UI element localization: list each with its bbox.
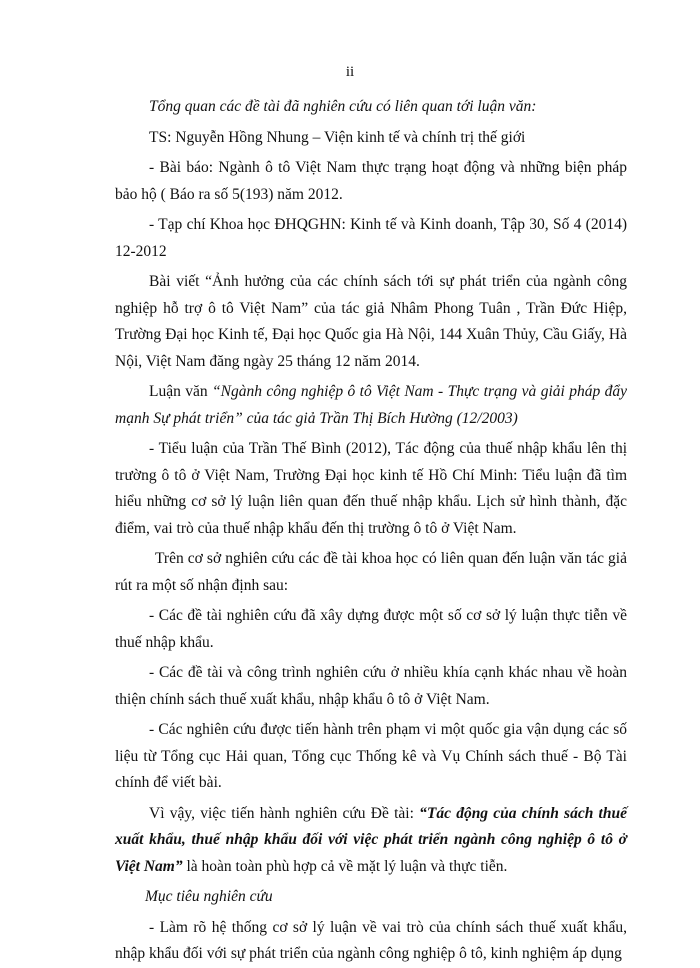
reference-thesis [115,379,627,432]
finding-1: - Các đề tài nghiên cứu đã xây dựng được một số cơ sở lý luận thực tiễn về thuế nhập khẩu. [115,607,627,651]
finding-3: - Các nghiên cứu được tiến hành trên phạm vi một quốc gia vận dụng các số liệu từ Tổng cục Hải quan, Tổng cục Thống kê và Vụ Chính sách thuế - Bộ Tài chính để viết bài. [115,721,627,791]
conclusion-tail: là hoàn toàn phù hợp cả về mặt lý luận và thực tiễn. [182,857,508,875]
conclusion-paragraph [115,801,627,881]
reference-author: TS: Nguyễn Hồng Nhung – Viện kinh tế và chính trị thế giới [149,128,526,146]
overview-heading: Tổng quan các đề tài đã nghiên cứu có liên quan tới luận văn: [149,98,537,115]
reference-journal: - Tạp chí Khoa học ĐHQGHN: Kinh tế và Kinh doanh, Tập 30, Số 4 (2014) 12-2012 [115,216,627,260]
findings-intro: Trên cơ sở nghiên cứu các đề tài khoa học có liên quan đến luận văn tác giả rút ra một số nhận định sau: [115,550,627,594]
conclusion-lead: Vì vậy, việc tiến hành nghiên cứu Đề tài: [149,804,420,822]
thesis-topic-title: “Tác động của chính sách thuế xuất khẩu, thuế nhập khẩu đối với việc phát triển ngành công nghiệp ô tô ở Việt Nam” [115,804,627,875]
document-body [115,94,627,968]
reference-article: - Bài báo: Ngành ô tô Việt Nam thực trạng hoạt động và những biện pháp bảo hộ ( Báo ra số 5(193) năm 2012. [115,159,627,203]
objective-1: - Làm rõ hệ thống cơ sở lý luận về vai trò của chính sách thuế xuất khẩu, nhập khẩu đối với sự phát triển của ngành công nghiệp ô tô, kinh nghiệm áp dụng [115,918,627,962]
page-number: ii [345,64,355,80]
finding-2: - Các đề tài và công trình nghiên cứu ở nhiều khía cạnh khác nhau về hoàn thiện chính sách thuế xuất khẩu, nhập khẩu ô tô ở Việt Nam. [115,664,627,708]
reference-paper: Bài viết “Ảnh hưởng của các chính sách tới sự phát triển của ngành công nghiệp hỗ trợ ô tô Việt Nam” của tác giả Nhâm Phong Tuân , Trần Đức Hiệp, Trường Đại học Kinh tế, Đại học Quốc gia Hà Nội, 144 Xuân Thủy, Cầu Giấy, Hà Nội, Việt Nam đăng ngày 25 tháng 12 năm 2014. [115,273,627,370]
research-objectives-heading: Mục tiêu nghiên cứu [145,888,273,905]
reference-essay: - Tiểu luận của Trần Thế Bình (2012), Tác động của thuế nhập khẩu lên thị trường ô tô ở Việt Nam, Trường Đại học kinh tế Hồ Chí Minh: Tiểu luận đã tìm hiểu những cơ sở lý luận liên quan đến thuế nhập khẩu. Lịch sử hình thành, đặc điểm, vai trò của thuế nhập khẩu đến thị trường ô tô ở Việt Nam. [115,440,627,537]
thesis-title: “Ngành công nghiệp ô tô Việt Nam - Thực trạng và giải pháp đẩy mạnh Sự phát triển” của tác giả Trần Thị Bích Hường (12/2003) [115,383,627,427]
thesis-lead: Luận văn [149,383,213,400]
